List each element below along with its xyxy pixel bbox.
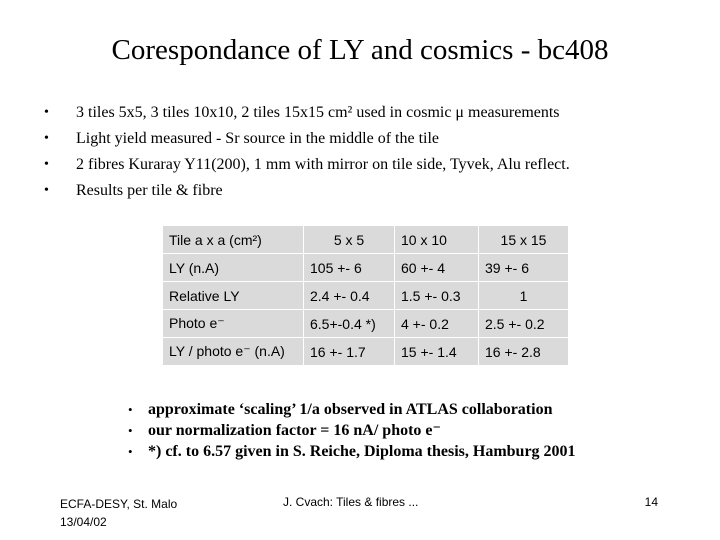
slide-title: Corespondance of LY and cosmics - bc408 [111,34,609,66]
bullet-marker: • [44,131,49,146]
bullet-marker: • [128,423,133,438]
table-cell: 60 +- 4 [395,254,479,282]
table-cell: 4 +- 0.2 [395,310,479,338]
page-number: 14 [644,495,658,509]
bullet-marker: • [128,402,133,417]
table-row [163,282,568,310]
table-cell: 2.5 +- 0.2 [479,310,569,338]
table-cell: Relative LY [163,282,304,310]
table-cell: 16 +- 1.7 [304,338,395,366]
table-cell: 6.5+-0.4 *) [304,310,395,338]
table-row [163,338,568,366]
bullet-marker: • [44,157,49,172]
table-cell: 39 +- 6 [479,254,569,282]
notes-list [128,399,576,462]
bullet-text: 3 tiles 5x5, 3 tiles 10x10, 2 tiles 15x15 cm² used in cosmic μ measurements [76,104,560,121]
bullet-item [44,152,570,178]
bullet-marker: • [44,183,49,198]
footer-author: J. Cvach: Tiles & fibres ... [283,495,419,509]
footer-conference [60,495,177,531]
footer-date: 13/04/02 [60,515,107,529]
bullet-item [44,100,570,126]
table-cell: 1 [479,282,569,310]
bullet-item [44,178,570,204]
table-cell: 5 x 5 [304,226,395,254]
light-yield-table [163,226,568,365]
note-text: our normalization factor = 16 nA/ photo e⁻ [148,422,441,439]
table-row [163,310,568,338]
table-cell: 1.5 +- 0.3 [395,282,479,310]
note-item [128,441,576,462]
bullet-text: 2 fibres Kuraray Y11(200), 1 mm with mirror on tile side, Tyvek, Alu reflect. [76,156,570,173]
table-cell: 10 x 10 [395,226,479,254]
table-row [163,226,568,254]
footer-conference-name: ECFA-DESY, St. Malo [60,497,178,511]
table-cell: 105 +- 6 [304,254,395,282]
table-cell: 2.4 +- 0.4 [304,282,395,310]
table-cell: Tile a x a (cm²) [163,226,304,254]
table-cell: 15 x 15 [479,226,569,254]
bullet-text: Results per tile & fibre [76,182,223,199]
table-cell: 15 +- 1.4 [395,338,479,366]
note-item [128,420,576,441]
table-row [163,254,568,282]
table-cell: 16 +- 2.8 [479,338,569,366]
table-cell: Photo e⁻ [163,310,304,338]
table-cell: LY (n.A) [163,254,304,282]
table-cell: LY / photo e⁻ (n.A) [163,338,304,366]
bullet-item [44,126,570,152]
note-text: approximate ‘scaling’ 1/a observed in ATLAS collaboration [148,401,553,418]
note-item [128,399,576,420]
bullet-marker: • [128,444,133,459]
bullet-list [44,100,570,204]
note-text: *) cf. to 6.57 given in S. Reiche, Diploma thesis, Hamburg 2001 [148,443,576,460]
bullet-text: Light yield measured - Sr source in the middle of the tile [76,130,440,147]
bullet-marker: • [44,105,49,120]
